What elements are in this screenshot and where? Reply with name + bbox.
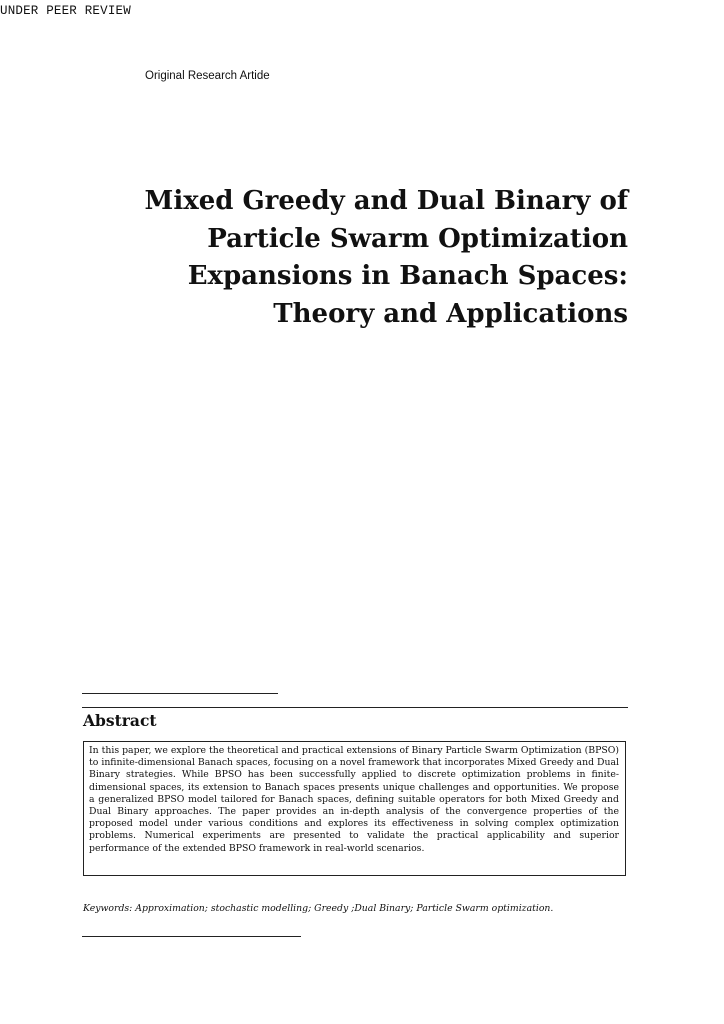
title-line: Theory and Applications <box>273 298 628 329</box>
peer-review-watermark: UNDER PEER REVIEW <box>0 4 131 18</box>
paper-title <box>68 183 628 333</box>
title-line: Expansions in Banach Spaces: <box>187 261 628 291</box>
divider-footnote <box>82 936 301 937</box>
divider-full <box>82 707 628 708</box>
title-line: Particle Swarm Optimization <box>207 223 628 254</box>
title-line: Mixed Greedy and Dual Binary of <box>144 186 628 216</box>
keywords-line: Keywords: Approximation; stochastic modelling; Greedy ;Dual Binary; Particle Swarm optimization. <box>83 903 554 914</box>
divider-short <box>82 693 278 694</box>
article-type-label: Original Research Artide <box>145 70 270 82</box>
abstract-heading: Abstract <box>83 711 157 730</box>
abstract-text: In this paper, we explore the theoretical and practical extensions of Binary Particle Swarm Optimization (BPSO) to infinite-dimensional Banach spaces, focusing on a novel framework that incorporates Mixed Greedy and Dual Binary strategies. While BPSO has been successfully applied to discrete optimization problems in finite-dimensional spaces, its extension to Banach spaces presents unique challenges and opportunities. We propose a generalized BPSO model tailored for Banach spaces, defining suitable operators for both Mixed Greedy and Dual Binary approaches. The paper provides an in-depth analysis of the convergence properties of the proposed model under various conditions and explores its effectiveness in solving complex optimization problems. Numerical experiments are presented to validate the practical applicability and superior performance of the extended BPSO framework in real-world scenarios. <box>83 741 626 876</box>
